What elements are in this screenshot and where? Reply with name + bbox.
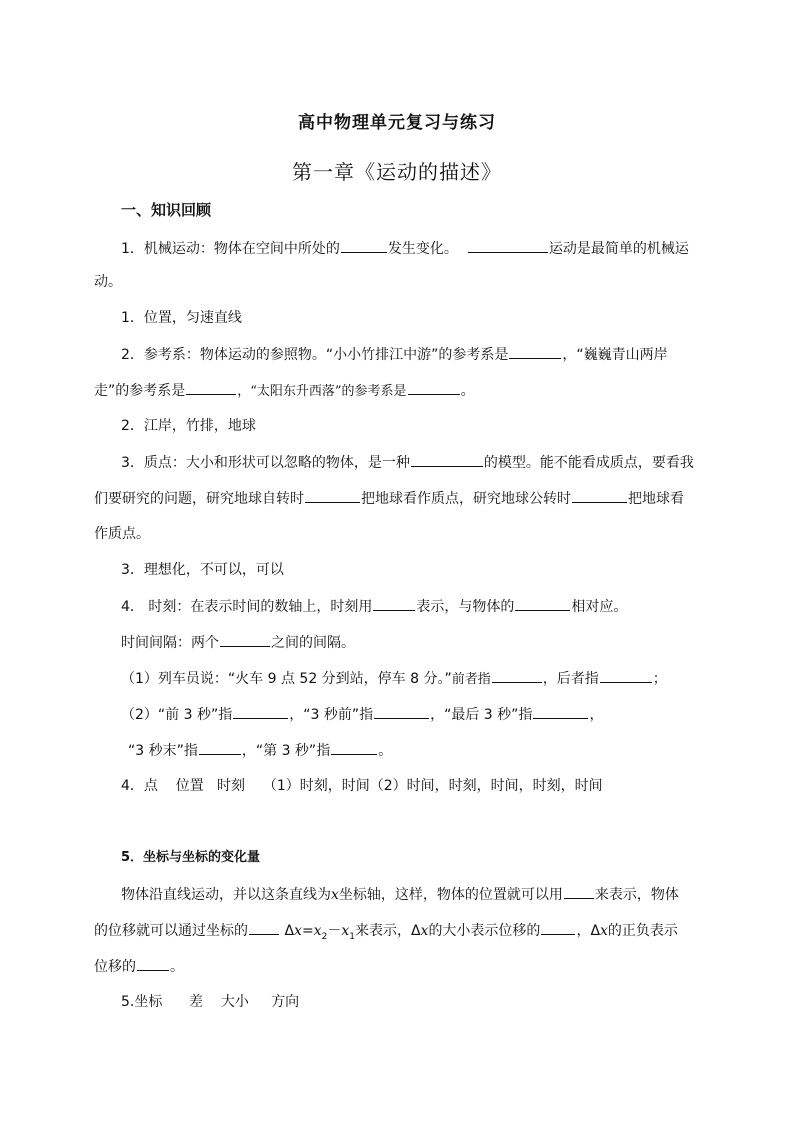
q1-text-a: 1．机械运动：物体在空间中所处的 [121, 241, 340, 257]
answer-blank [541, 920, 575, 935]
answer-blank [408, 380, 460, 395]
q3-text-e: 把地球看 [628, 491, 684, 507]
q3-text-c: 们要研究的问题，研究地球自转时 [94, 491, 304, 507]
q4-text-o: ，“第 3 秒”指 [241, 743, 331, 759]
q4-text-e: 之间的间隔。 [271, 635, 355, 651]
q5-text-c: 的位移就可以通过坐标的 [94, 923, 248, 939]
answer-blank [533, 704, 588, 719]
q2-answer: 2．江岸，竹排，地球 [121, 418, 256, 434]
section-heading: 一、知识回顾 [121, 201, 212, 219]
q5-text-c5: 的正负表示 [607, 923, 678, 939]
q5-line3 [94, 956, 184, 977]
q4-text-a: 4． 时刻：在表示时间的数轴上，时刻用 [121, 599, 373, 615]
q4-answer: 4．点 位置 时刻 （1）时刻，时间（2）时间，时刻，时间，时刻，时间 [121, 778, 603, 794]
q4-line4 [121, 704, 603, 725]
formula-delta-x: $\Delta x=x_2-x_1$ [284, 923, 355, 942]
q4-text-k: ，“3 秒前”指 [289, 707, 374, 723]
q3-line1 [121, 452, 694, 473]
q4-text-d: 时间间隔：两个 [121, 635, 219, 651]
answer-blank [373, 596, 415, 611]
answer-blank [186, 380, 236, 395]
q4-text-g: 前者指 [451, 672, 491, 687]
answer-blank [305, 488, 360, 503]
q3-answer: 3．理想化，不可以，可以 [121, 562, 284, 578]
q5-text-d: 位移的 [94, 959, 136, 975]
answer-blank [509, 344, 561, 359]
q2-text-d: ，“太阳东升西落”的参考系是 [237, 384, 407, 399]
answer-blank [600, 668, 652, 683]
answer-blank [137, 956, 169, 971]
q4-text-p: 。 [378, 743, 393, 759]
answer-blank [341, 238, 387, 253]
q4-line5 [128, 740, 392, 761]
answer-blank [374, 704, 429, 719]
q4-text-j: （2）“前 3 秒”指 [121, 707, 233, 723]
var-x: x [331, 887, 339, 903]
q4-text-m: ， [589, 707, 604, 723]
answer-blank [564, 884, 594, 899]
chapter-title: 第一章《运动的描述》 [292, 160, 502, 184]
q5-text-c3: 的大小表示位移的 [428, 923, 541, 939]
var-x: x [420, 923, 429, 939]
answer-blank [220, 632, 270, 647]
answer-blank [468, 238, 548, 253]
q3-text-a: 3．质点：大小和形状可以忽略的物体，是一种 [121, 455, 410, 471]
q3-text-d: 把地球看作质点，研究地球公转时 [361, 491, 571, 507]
q2-text-e: 。 [460, 383, 475, 399]
q4-text-h: ，后者指 [542, 671, 599, 687]
answer-blank [411, 452, 483, 467]
q5-line2 [94, 920, 678, 947]
q1-line2: 动。 [94, 274, 122, 290]
q4-text-f: （1）列车员说：“火车 9 点 52 分到站，停车 8 分。” [121, 671, 452, 687]
delta-symbol: Δ [590, 923, 601, 939]
answer-blank [492, 668, 542, 683]
q4-line1 [121, 596, 627, 617]
q4-line2 [121, 632, 355, 653]
q5-text-e: 。 [170, 959, 184, 975]
q1-line1 [121, 238, 689, 259]
q5-line1 [121, 884, 679, 905]
answer-blank [331, 740, 377, 755]
q4-text-l: ，“最后 3 秒”指 [430, 707, 533, 723]
q1-text-c: 运动是最简单的机械运 [548, 241, 689, 257]
q3-text-b: 的模型。能不能看成质点，要看我 [483, 455, 694, 471]
q5-text-c2: 来表示， [354, 923, 411, 939]
answer-blank [572, 488, 627, 503]
q2-line1 [121, 344, 668, 365]
q4-text-c: 相对应。 [571, 599, 628, 615]
var-x: x [600, 923, 608, 939]
answer-blank [249, 920, 279, 935]
q1-text-b: 发生变化。 [387, 241, 458, 257]
q1-answer: 1．位置，匀速直线 [121, 310, 242, 326]
q4-line3 [121, 668, 667, 690]
delta-symbol: Δ [410, 923, 421, 939]
q5-text-b: 来表示，物体 [594, 887, 679, 903]
answer-blank [515, 596, 570, 611]
q2-text-b: ，“巍巍青山两岸 [562, 347, 668, 363]
q4-text-i: ； [652, 671, 667, 687]
answer-blank [199, 740, 241, 755]
q3-line3: 作质点。 [94, 526, 150, 542]
q4-text-b: 表示，与物体的 [416, 599, 515, 615]
q5-text-a2: 坐标轴，这样，物体的位置就可以用 [338, 887, 563, 903]
q3-line2 [94, 488, 684, 509]
q2-text-c: 走”的参考系是 [94, 383, 186, 399]
q5-text-a: 物体沿直线运动，并以这条直线为 [121, 887, 331, 903]
answer-blank [233, 704, 288, 719]
q2-line2 [94, 380, 475, 402]
document-title: 高中物理单元复习与练习 [298, 113, 496, 133]
q2-text-a: 2．参考系：物体运动的参照物。“小小竹排江中游”的参考系是 [121, 347, 509, 363]
q5-heading: 5．坐标与坐标的变化量 [121, 850, 261, 865]
q5-text-c4: ， [576, 923, 591, 939]
q5-answer: 5.坐标 差 大小 方向 [121, 994, 300, 1010]
q4-text-n: “3 秒末”指 [128, 743, 198, 759]
